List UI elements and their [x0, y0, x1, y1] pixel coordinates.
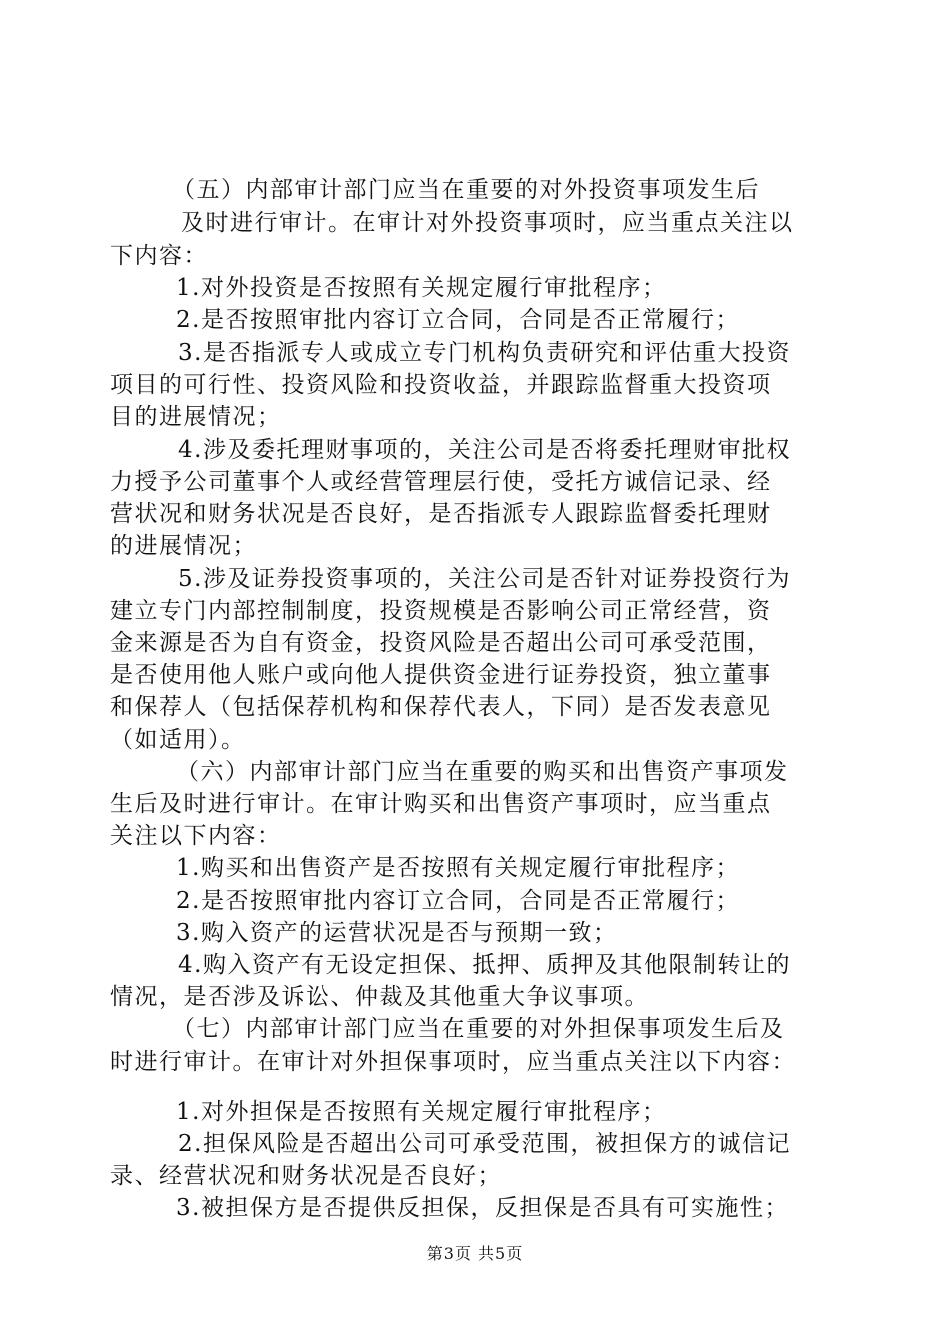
text-line: 项目的可行性、投资风险和投资收益，并跟踪监督重大投资项	[110, 372, 772, 398]
text-line: 2.担保风险是否超出公司可承受范围，被担保方的诚信记	[178, 1131, 791, 1157]
text-line: 目的进展情况；	[110, 404, 282, 430]
text-line: 下内容：	[110, 243, 208, 269]
text-line: 情况，是否涉及诉讼、仲裁及其他重大争议事项。	[110, 984, 649, 1010]
text-line: 1.对外投资是否按照有关规定履行审批程序；	[176, 275, 667, 301]
text-line: 3.是否指派专人或成立专门机构负责研究和评估重大投资	[178, 340, 791, 366]
page-number-footer: 第3页 共5页	[426, 1244, 524, 1263]
text-line: （如适用）。	[110, 727, 246, 753]
text-line: 金来源是否为自有资金，投资风险是否超出公司可承受范围，	[110, 630, 772, 656]
text-line: 3.被担保方是否提供反担保，反担保是否具有可实施性；	[176, 1195, 789, 1221]
text-line: （七）内部审计部门应当在重要的对外担保事项发生后及	[172, 1016, 785, 1042]
text-line: 录、经营状况和财务状况是否良好；	[110, 1163, 502, 1189]
text-line: （六）内部审计部门应当在重要的购买和出售资产事项发	[176, 759, 789, 785]
text-line: 关注以下内容：	[110, 823, 282, 849]
text-line: 1.购买和出售资产是否按照有关规定履行审批程序；	[176, 855, 740, 881]
text-line: 营状况和财务状况是否良好，是否指派专人跟踪监督委托理财	[110, 501, 772, 527]
text-line: 5.涉及证券投资事项的，关注公司是否针对证券投资行为	[178, 566, 791, 592]
text-line: 的进展情况；	[110, 533, 257, 559]
text-line: 4.购入资产有无设定担保、抵押、质押及其他限制转让的	[178, 952, 791, 978]
text-line: 及时进行审计。在审计对外投资事项时，应当重点关注以	[181, 210, 794, 236]
text-line: 2.是否按照审批内容订立合同，合同是否正常履行；	[176, 888, 740, 914]
text-line: 1.对外担保是否按照有关规定履行审批程序；	[176, 1099, 667, 1125]
text-line: 4.涉及委托理财事项的，关注公司是否将委托理财审批权	[178, 437, 791, 463]
text-line: 是否使用他人账户或向他人提供资金进行证券投资，独立董事	[110, 662, 772, 688]
text-line: 生后及时进行审计。在审计购买和出售资产事项时，应当重点	[110, 791, 772, 817]
text-line: 3.购入资产的运营状况是否与预期一致；	[176, 920, 618, 946]
text-line: 力授予公司董事个人或经营管理层行使，受托方诚信记录、经	[110, 469, 772, 495]
text-line: 2.是否按照审批内容订立合同，合同是否正常履行；	[176, 307, 740, 333]
text-line: 建立专门内部控制制度，投资规模是否影响公司正常经营，资	[110, 598, 772, 624]
text-line: 和保荐人（包括保荐机构和保荐代表人，下同）是否发表意见	[110, 694, 772, 720]
text-line: （五）内部审计部门应当在重要的对外投资事项发生后	[172, 177, 760, 203]
text-line: 时进行审计。在审计对外担保事项时，应当重点关注以下内容：	[110, 1049, 796, 1075]
